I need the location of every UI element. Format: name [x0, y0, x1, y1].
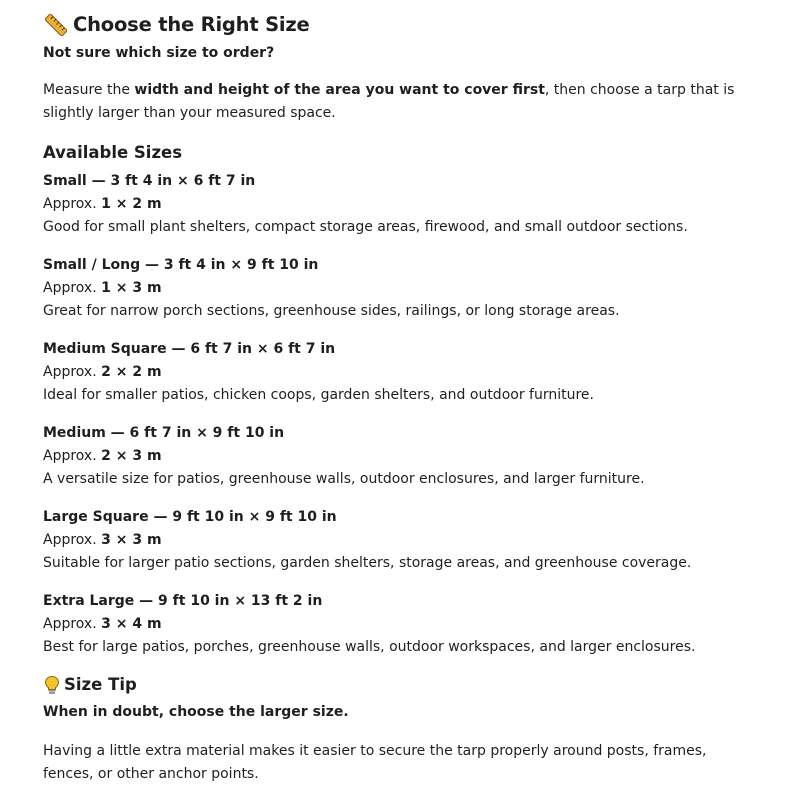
size-metric: 3 × 3 m [101, 532, 162, 548]
size-description: Suitable for larger patio sections, garden shelters, storage areas, and greenhouse coverage. [43, 555, 692, 571]
size-item-large-square [43, 506, 797, 575]
size-name: Small / Long — 3 ft 4 in × 9 ft 10 in [43, 257, 319, 273]
size-item-medium-square [43, 338, 797, 407]
size-item-extra-large [43, 590, 797, 659]
size-item-small-long [43, 254, 797, 323]
ruler-icon [45, 14, 67, 36]
size-item-medium [43, 422, 797, 491]
size-approx: Approx. 2 × 2 m [43, 364, 162, 380]
size-approx: Approx. 3 × 3 m [43, 532, 162, 548]
size-name: Small — 3 ft 4 in × 6 ft 7 in [43, 173, 256, 189]
size-description: Best for large patios, porches, greenhouse walls, outdoor workspaces, and larger enclosures. [43, 639, 696, 655]
size-tip-heading: Size Tip [64, 675, 137, 694]
size-approx: Approx. 3 × 4 m [43, 616, 162, 632]
size-approx: Approx. 1 × 3 m [43, 280, 162, 296]
size-tip-text: Having a little extra material makes it easier to secure the tarp properly around posts, frames, fences, or other anchor points. [43, 743, 707, 782]
intro-bold: width and height of the area you want to cover first [134, 82, 545, 98]
size-metric: 2 × 2 m [101, 364, 162, 380]
intro-pre: Measure the [43, 82, 135, 98]
size-metric: 1 × 3 m [101, 280, 162, 296]
available-sizes-heading: Available Sizes [43, 143, 183, 162]
size-description: Ideal for smaller patios, chicken coops, garden shelters, and outdoor furniture. [43, 387, 594, 403]
size-tip-subtitle: When in doubt, choose the larger size. [43, 704, 349, 720]
size-item-small [43, 170, 797, 239]
intro-post: , then choose a tarp that is slightly larger than your measured space. [43, 82, 735, 121]
size-metric: 1 × 2 m [101, 196, 162, 212]
page-subtitle: Not sure which size to order? [43, 45, 275, 61]
size-name: Medium Square — 6 ft 7 in × 6 ft 7 in [43, 341, 336, 357]
title-row [45, 11, 797, 38]
intro-paragraph [43, 79, 743, 125]
size-description: Great for narrow porch sections, greenhouse sides, railings, or long storage areas. [43, 303, 620, 319]
size-name: Extra Large — 9 ft 10 in × 13 ft 2 in [43, 593, 323, 609]
lightbulb-icon [43, 675, 61, 695]
size-description: A versatile size for patios, greenhouse walls, outdoor enclosures, and larger furniture. [43, 471, 645, 487]
size-name: Large Square — 9 ft 10 in × 9 ft 10 in [43, 509, 337, 525]
size-approx: Approx. 1 × 2 m [43, 196, 162, 212]
size-metric: 3 × 4 m [101, 616, 162, 632]
size-approx: Approx. 2 × 3 m [43, 448, 162, 464]
size-name: Medium — 6 ft 7 in × 9 ft 10 in [43, 425, 285, 441]
page-title: Choose the Right Size [73, 13, 310, 36]
size-tip-heading-row [43, 672, 797, 698]
size-metric: 2 × 3 m [101, 448, 162, 464]
size-description: Good for small plant shelters, compact storage areas, firewood, and small outdoor sections. [43, 219, 688, 235]
